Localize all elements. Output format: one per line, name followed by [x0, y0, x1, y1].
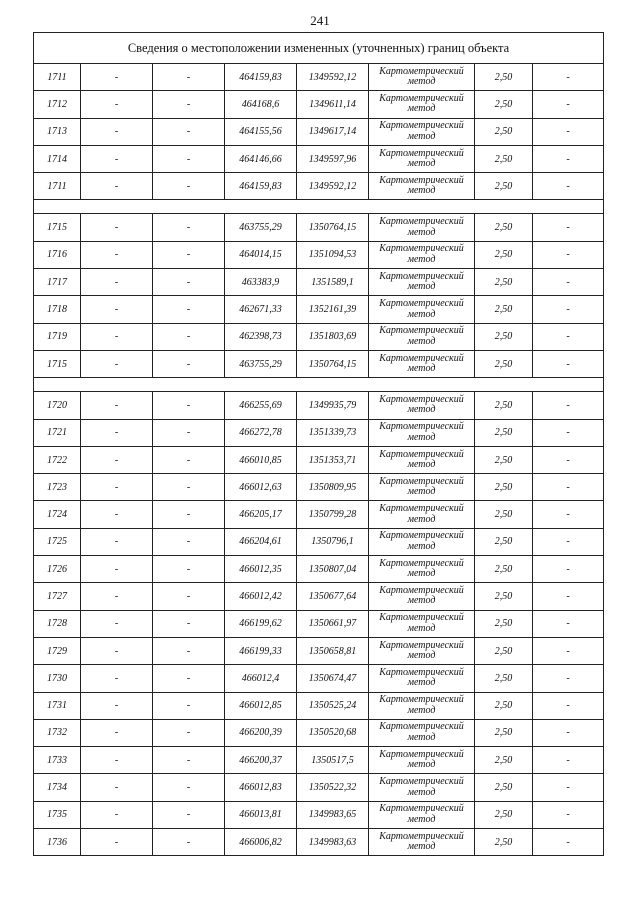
accuracy-cell: 2,50 — [475, 118, 533, 145]
description-cell: - — [533, 637, 604, 664]
point-number-cell: 1736 — [34, 829, 81, 856]
method-cell: Картометрический метод — [369, 829, 475, 856]
table-row — [34, 173, 604, 200]
table-row — [34, 323, 604, 350]
y-coordinate-cell: 1351094,53 — [297, 241, 369, 268]
method-cell: Картометрический метод — [369, 528, 475, 555]
old-y-cell: - — [153, 173, 225, 200]
old-y-cell: - — [153, 91, 225, 118]
y-coordinate-cell: 1350522,32 — [297, 774, 369, 801]
x-coordinate-cell: 466012,42 — [225, 583, 297, 610]
x-coordinate-cell: 466199,62 — [225, 610, 297, 637]
y-coordinate-cell: 1349592,12 — [297, 173, 369, 200]
accuracy-cell: 2,50 — [475, 241, 533, 268]
method-cell: Картометрический метод — [369, 583, 475, 610]
description-cell: - — [533, 241, 604, 268]
x-coordinate-cell: 466012,4 — [225, 665, 297, 692]
method-cell: Картометрический метод — [369, 747, 475, 774]
old-y-cell: - — [153, 474, 225, 501]
accuracy-cell: 2,50 — [475, 269, 533, 296]
description-cell: - — [533, 829, 604, 856]
x-coordinate-cell: 466205,17 — [225, 501, 297, 528]
table-row — [34, 556, 604, 583]
description-cell: - — [533, 528, 604, 555]
description-cell: - — [533, 64, 604, 91]
x-coordinate-cell: 464168,6 — [225, 91, 297, 118]
description-cell: - — [533, 774, 604, 801]
table-row — [34, 801, 604, 828]
old-y-cell: - — [153, 323, 225, 350]
accuracy-cell: 2,50 — [475, 747, 533, 774]
description-cell: - — [533, 610, 604, 637]
old-y-cell: - — [153, 118, 225, 145]
point-number-cell: 1726 — [34, 556, 81, 583]
x-coordinate-cell: 462398,73 — [225, 323, 297, 350]
table-row — [34, 829, 604, 856]
old-x-cell: - — [81, 269, 153, 296]
old-y-cell: - — [153, 829, 225, 856]
x-coordinate-cell: 466272,78 — [225, 419, 297, 446]
accuracy-cell: 2,50 — [475, 474, 533, 501]
method-cell: Картометрический метод — [369, 323, 475, 350]
accuracy-cell: 2,50 — [475, 610, 533, 637]
old-x-cell: - — [81, 801, 153, 828]
method-cell: Картометрический метод — [369, 269, 475, 296]
old-x-cell: - — [81, 323, 153, 350]
old-x-cell: - — [81, 637, 153, 664]
method-cell: Картометрический метод — [369, 774, 475, 801]
method-cell: Картометрический метод — [369, 446, 475, 473]
old-y-cell: - — [153, 583, 225, 610]
description-cell: - — [533, 145, 604, 172]
method-cell: Картометрический метод — [369, 501, 475, 528]
point-number-cell: 1728 — [34, 610, 81, 637]
method-cell: Картометрический метод — [369, 419, 475, 446]
description-cell: - — [533, 118, 604, 145]
table-row — [34, 392, 604, 419]
table-row — [34, 64, 604, 91]
old-y-cell: - — [153, 446, 225, 473]
x-coordinate-cell: 466204,61 — [225, 528, 297, 555]
table-row — [34, 474, 604, 501]
y-coordinate-cell: 1350674,47 — [297, 665, 369, 692]
y-coordinate-cell: 1349611,14 — [297, 91, 369, 118]
table-row — [34, 719, 604, 746]
old-x-cell: - — [81, 501, 153, 528]
y-coordinate-cell: 1349592,12 — [297, 64, 369, 91]
y-coordinate-cell: 1350764,15 — [297, 214, 369, 241]
point-number-cell: 1716 — [34, 241, 81, 268]
old-y-cell: - — [153, 801, 225, 828]
x-coordinate-cell: 463755,29 — [225, 214, 297, 241]
y-coordinate-cell: 1350520,68 — [297, 719, 369, 746]
y-coordinate-cell: 1351353,71 — [297, 446, 369, 473]
old-y-cell: - — [153, 64, 225, 91]
accuracy-cell: 2,50 — [475, 91, 533, 118]
x-coordinate-cell: 466012,63 — [225, 474, 297, 501]
point-number-cell: 1732 — [34, 719, 81, 746]
description-cell: - — [533, 801, 604, 828]
accuracy-cell: 2,50 — [475, 665, 533, 692]
x-coordinate-cell: 466012,85 — [225, 692, 297, 719]
y-coordinate-cell: 1350807,04 — [297, 556, 369, 583]
point-number-cell: 1725 — [34, 528, 81, 555]
method-cell: Картометрический метод — [369, 801, 475, 828]
accuracy-cell: 2,50 — [475, 173, 533, 200]
y-coordinate-cell: 1351589,1 — [297, 269, 369, 296]
point-number-cell: 1711 — [34, 173, 81, 200]
method-cell: Картометрический метод — [369, 474, 475, 501]
method-cell: Картометрический метод — [369, 350, 475, 377]
x-coordinate-cell: 466199,33 — [225, 637, 297, 664]
accuracy-cell: 2,50 — [475, 692, 533, 719]
old-x-cell: - — [81, 446, 153, 473]
table-row — [34, 214, 604, 241]
accuracy-cell: 2,50 — [475, 350, 533, 377]
point-number-cell: 1715 — [34, 214, 81, 241]
accuracy-cell: 2,50 — [475, 583, 533, 610]
old-x-cell: - — [81, 719, 153, 746]
old-y-cell: - — [153, 350, 225, 377]
point-number-cell: 1718 — [34, 296, 81, 323]
description-cell: - — [533, 556, 604, 583]
x-coordinate-cell: 466200,37 — [225, 747, 297, 774]
point-number-cell: 1713 — [34, 118, 81, 145]
y-coordinate-cell: 1350796,1 — [297, 528, 369, 555]
point-number-cell: 1715 — [34, 350, 81, 377]
accuracy-cell: 2,50 — [475, 419, 533, 446]
description-cell: - — [533, 474, 604, 501]
y-coordinate-cell: 1351803,69 — [297, 323, 369, 350]
x-coordinate-cell: 464146,66 — [225, 145, 297, 172]
description-cell: - — [533, 323, 604, 350]
table-row — [34, 610, 604, 637]
method-cell: Картометрический метод — [369, 173, 475, 200]
table-row — [34, 296, 604, 323]
point-number-cell: 1720 — [34, 392, 81, 419]
old-y-cell: - — [153, 392, 225, 419]
description-cell: - — [533, 350, 604, 377]
description-cell: - — [533, 392, 604, 419]
y-coordinate-cell: 1349983,65 — [297, 801, 369, 828]
method-cell: Картометрический метод — [369, 214, 475, 241]
old-y-cell: - — [153, 214, 225, 241]
x-coordinate-cell: 462671,33 — [225, 296, 297, 323]
old-x-cell: - — [81, 610, 153, 637]
x-coordinate-cell: 464159,83 — [225, 173, 297, 200]
y-coordinate-cell: 1349617,14 — [297, 118, 369, 145]
description-cell: - — [533, 583, 604, 610]
method-cell: Картометрический метод — [369, 556, 475, 583]
accuracy-cell: 2,50 — [475, 556, 533, 583]
method-cell: Картометрический метод — [369, 145, 475, 172]
point-number-cell: 1722 — [34, 446, 81, 473]
y-coordinate-cell: 1350809,95 — [297, 474, 369, 501]
description-cell: - — [533, 269, 604, 296]
old-y-cell: - — [153, 419, 225, 446]
old-x-cell: - — [81, 145, 153, 172]
table-row — [34, 118, 604, 145]
point-number-cell: 1719 — [34, 323, 81, 350]
table-title: Сведения о местоположении измененных (уточненных) границ объекта — [34, 33, 604, 64]
old-x-cell: - — [81, 214, 153, 241]
old-x-cell: - — [81, 173, 153, 200]
accuracy-cell: 2,50 — [475, 637, 533, 664]
x-coordinate-cell: 463755,29 — [225, 350, 297, 377]
old-x-cell: - — [81, 296, 153, 323]
old-y-cell: - — [153, 501, 225, 528]
point-number-cell: 1731 — [34, 692, 81, 719]
accuracy-cell: 2,50 — [475, 323, 533, 350]
old-y-cell: - — [153, 556, 225, 583]
old-x-cell: - — [81, 392, 153, 419]
group-separator-cell — [34, 378, 604, 392]
point-number-cell: 1735 — [34, 801, 81, 828]
x-coordinate-cell: 466255,69 — [225, 392, 297, 419]
group-separator-row — [34, 378, 604, 392]
method-cell: Картометрический метод — [369, 91, 475, 118]
method-cell: Картометрический метод — [369, 692, 475, 719]
point-number-cell: 1729 — [34, 637, 81, 664]
old-y-cell: - — [153, 774, 225, 801]
point-number-cell: 1723 — [34, 474, 81, 501]
point-number-cell: 1721 — [34, 419, 81, 446]
description-cell: - — [533, 296, 604, 323]
page-number: 241 — [310, 13, 330, 28]
y-coordinate-cell: 1351339,73 — [297, 419, 369, 446]
x-coordinate-cell: 466012,35 — [225, 556, 297, 583]
old-y-cell: - — [153, 269, 225, 296]
description-cell: - — [533, 214, 604, 241]
x-coordinate-cell: 466006,82 — [225, 829, 297, 856]
group-separator-cell — [34, 200, 604, 214]
point-number-cell: 1711 — [34, 64, 81, 91]
old-y-cell: - — [153, 528, 225, 555]
table-row — [34, 665, 604, 692]
point-number-cell: 1727 — [34, 583, 81, 610]
table-row — [34, 419, 604, 446]
accuracy-cell: 2,50 — [475, 145, 533, 172]
point-number-cell: 1712 — [34, 91, 81, 118]
old-x-cell: - — [81, 419, 153, 446]
table-row — [34, 583, 604, 610]
y-coordinate-cell: 1350658,81 — [297, 637, 369, 664]
method-cell: Картометрический метод — [369, 637, 475, 664]
accuracy-cell: 2,50 — [475, 214, 533, 241]
accuracy-cell: 2,50 — [475, 528, 533, 555]
description-cell: - — [533, 91, 604, 118]
table-row — [34, 145, 604, 172]
table-row — [34, 637, 604, 664]
old-x-cell: - — [81, 774, 153, 801]
old-x-cell: - — [81, 829, 153, 856]
method-cell: Картометрический метод — [369, 64, 475, 91]
y-coordinate-cell: 1350661,97 — [297, 610, 369, 637]
old-y-cell: - — [153, 296, 225, 323]
old-y-cell: - — [153, 719, 225, 746]
old-x-cell: - — [81, 665, 153, 692]
table-row — [34, 91, 604, 118]
table-row — [34, 747, 604, 774]
x-coordinate-cell: 466013,81 — [225, 801, 297, 828]
description-cell: - — [533, 501, 604, 528]
accuracy-cell: 2,50 — [475, 296, 533, 323]
x-coordinate-cell: 464155,56 — [225, 118, 297, 145]
accuracy-cell: 2,50 — [475, 719, 533, 746]
table-row — [34, 774, 604, 801]
old-y-cell: - — [153, 665, 225, 692]
x-coordinate-cell: 464014,15 — [225, 241, 297, 268]
method-cell: Картометрический метод — [369, 665, 475, 692]
x-coordinate-cell: 466200,39 — [225, 719, 297, 746]
y-coordinate-cell: 1352161,39 — [297, 296, 369, 323]
old-y-cell: - — [153, 241, 225, 268]
table-row — [34, 501, 604, 528]
accuracy-cell: 2,50 — [475, 446, 533, 473]
y-coordinate-cell: 1349597,96 — [297, 145, 369, 172]
point-number-cell: 1730 — [34, 665, 81, 692]
old-y-cell: - — [153, 610, 225, 637]
x-coordinate-cell: 466012,83 — [225, 774, 297, 801]
old-x-cell: - — [81, 528, 153, 555]
point-number-cell: 1733 — [34, 747, 81, 774]
y-coordinate-cell: 1350525,24 — [297, 692, 369, 719]
y-coordinate-cell: 1349983,63 — [297, 829, 369, 856]
table-row — [34, 692, 604, 719]
description-cell: - — [533, 446, 604, 473]
description-cell: - — [533, 692, 604, 719]
old-x-cell: - — [81, 241, 153, 268]
old-y-cell: - — [153, 637, 225, 664]
x-coordinate-cell: 464159,83 — [225, 64, 297, 91]
method-cell: Картометрический метод — [369, 610, 475, 637]
old-x-cell: - — [81, 747, 153, 774]
point-number-cell: 1717 — [34, 269, 81, 296]
old-y-cell: - — [153, 692, 225, 719]
accuracy-cell: 2,50 — [475, 392, 533, 419]
table-row — [34, 446, 604, 473]
boundary-table — [33, 32, 604, 856]
table-row — [34, 269, 604, 296]
y-coordinate-cell: 1350677,64 — [297, 583, 369, 610]
y-coordinate-cell: 1349935,79 — [297, 392, 369, 419]
point-number-cell: 1714 — [34, 145, 81, 172]
method-cell: Картометрический метод — [369, 719, 475, 746]
old-x-cell: - — [81, 692, 153, 719]
method-cell: Картометрический метод — [369, 392, 475, 419]
table-row — [34, 241, 604, 268]
x-coordinate-cell: 466010,85 — [225, 446, 297, 473]
point-number-cell: 1734 — [34, 774, 81, 801]
y-coordinate-cell: 1350764,15 — [297, 350, 369, 377]
old-y-cell: - — [153, 747, 225, 774]
description-cell: - — [533, 747, 604, 774]
group-separator-row — [34, 200, 604, 214]
old-x-cell: - — [81, 474, 153, 501]
method-cell: Картометрический метод — [369, 241, 475, 268]
old-x-cell: - — [81, 91, 153, 118]
old-x-cell: - — [81, 64, 153, 91]
description-cell: - — [533, 665, 604, 692]
table-row — [34, 350, 604, 377]
method-cell: Картометрический метод — [369, 296, 475, 323]
description-cell: - — [533, 419, 604, 446]
y-coordinate-cell: 1350517,5 — [297, 747, 369, 774]
table-header-row — [34, 33, 604, 64]
accuracy-cell: 2,50 — [475, 801, 533, 828]
y-coordinate-cell: 1350799,28 — [297, 501, 369, 528]
table-row — [34, 528, 604, 555]
old-x-cell: - — [81, 350, 153, 377]
description-cell: - — [533, 719, 604, 746]
accuracy-cell: 2,50 — [475, 64, 533, 91]
old-x-cell: - — [81, 118, 153, 145]
point-number-cell: 1724 — [34, 501, 81, 528]
old-x-cell: - — [81, 583, 153, 610]
accuracy-cell: 2,50 — [475, 501, 533, 528]
accuracy-cell: 2,50 — [475, 774, 533, 801]
accuracy-cell: 2,50 — [475, 829, 533, 856]
description-cell: - — [533, 173, 604, 200]
old-x-cell: - — [81, 556, 153, 583]
x-coordinate-cell: 463383,9 — [225, 269, 297, 296]
method-cell: Картометрический метод — [369, 118, 475, 145]
old-y-cell: - — [153, 145, 225, 172]
